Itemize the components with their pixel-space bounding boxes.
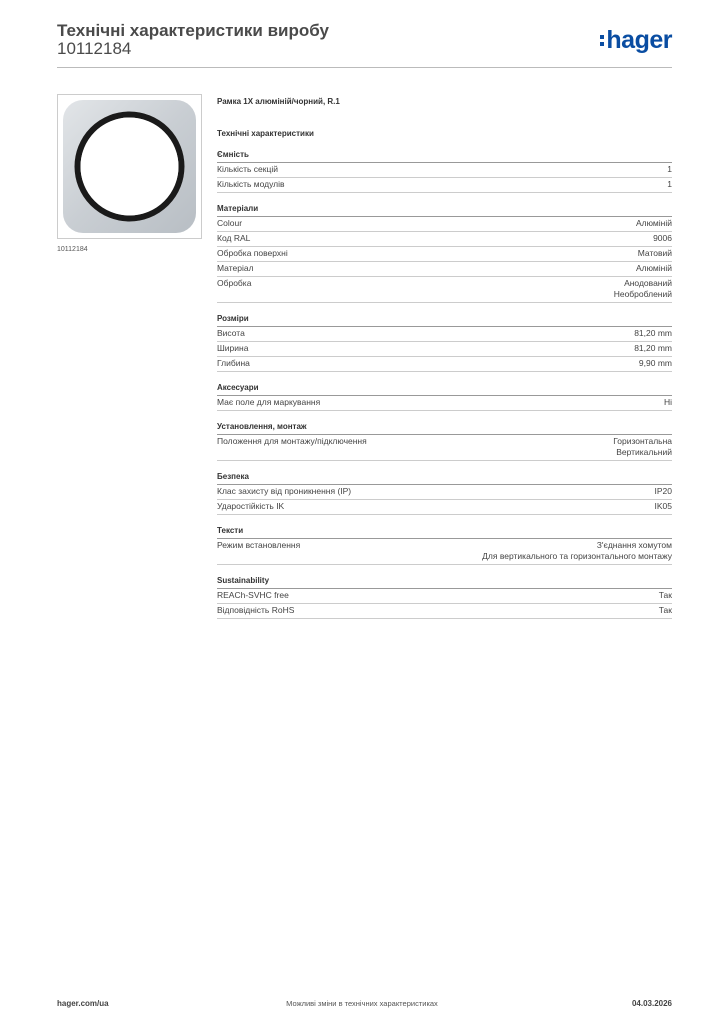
spec-group-title: Ємність xyxy=(217,149,672,163)
spec-value xyxy=(639,358,672,369)
spec-label: Кількість секцій xyxy=(217,164,278,174)
spec-group xyxy=(217,203,672,303)
spec-row xyxy=(217,342,672,357)
spec-value xyxy=(655,501,673,512)
spec-row xyxy=(217,217,672,232)
spec-value-line: Алюміній xyxy=(636,218,672,228)
spec-row xyxy=(217,357,672,372)
spec-value-line: З'єднання хомутом xyxy=(596,540,672,550)
spec-value xyxy=(667,164,672,175)
spec-row xyxy=(217,232,672,247)
footer-date: 04.03.2026 xyxy=(631,999,672,1008)
spec-value xyxy=(614,278,672,300)
spec-label: Ширина xyxy=(217,343,249,353)
spec-label: Режим встановлення xyxy=(217,540,301,550)
spec-value xyxy=(667,179,672,190)
spec-content xyxy=(217,96,672,619)
spec-value-line: Анодований xyxy=(624,278,672,288)
spec-row xyxy=(217,539,672,565)
footer-note: Можливі зміни в технічних характеристиках xyxy=(286,999,438,1008)
spec-value xyxy=(638,248,672,259)
spec-group xyxy=(217,149,672,193)
header-divider xyxy=(57,67,672,68)
spec-row xyxy=(217,604,672,619)
spec-row xyxy=(217,396,672,411)
spec-value xyxy=(613,436,672,458)
spec-value-line: IK05 xyxy=(654,501,672,511)
spec-value xyxy=(636,218,672,229)
spec-group-title: Аксесуари xyxy=(217,382,672,396)
spec-row xyxy=(217,163,672,178)
spec-value-line: 81,20 mm xyxy=(634,343,672,353)
spec-value-line: 9,90 mm xyxy=(638,358,672,368)
spec-label: Матеріал xyxy=(217,263,254,273)
spec-row xyxy=(217,327,672,342)
spec-value xyxy=(659,605,672,616)
spec-label: Ударостійкість IK xyxy=(217,501,285,511)
spec-group-title: Установлення, монтаж xyxy=(217,421,672,435)
spec-group-title: Матеріали xyxy=(217,203,672,217)
spec-label: Обробка xyxy=(217,278,252,288)
spec-label: Код RAL xyxy=(217,233,251,243)
spec-value xyxy=(659,590,672,601)
logo-text: hager xyxy=(606,26,672,54)
spec-row xyxy=(217,435,672,461)
spec-section-title: Технічні характеристики xyxy=(217,129,314,138)
spec-value-line: Необроблений xyxy=(613,289,672,299)
page-title: Технічні характеристики виробу xyxy=(57,21,329,40)
spec-row xyxy=(217,500,672,515)
spec-value xyxy=(634,328,672,339)
spec-value-line: Матовий xyxy=(637,248,672,258)
spec-value xyxy=(636,263,672,274)
spec-label: Colour xyxy=(217,218,243,228)
spec-value-line: 81,20 mm xyxy=(634,328,672,338)
spec-value-line: Для вертикального та горизонтального монтажу xyxy=(482,551,672,561)
spec-value-line: 1 xyxy=(667,179,672,189)
logo-dots-icon xyxy=(600,35,604,46)
brand-logo xyxy=(600,26,672,55)
product-name: Рамка 1X алюміній/чорний, R.1 xyxy=(217,97,340,106)
spec-value-line: Так xyxy=(658,605,672,615)
spec-value-line: IP20 xyxy=(654,486,672,496)
spec-group-title: Розміри xyxy=(217,313,672,327)
spec-value-line: Горизонтальна xyxy=(613,436,672,446)
spec-value xyxy=(634,343,672,354)
spec-value-line: Вертикальний xyxy=(616,447,672,457)
spec-label: REACh-SVHC free xyxy=(217,590,289,600)
spec-row xyxy=(217,247,672,262)
product-image xyxy=(57,94,202,239)
spec-group xyxy=(217,575,672,619)
spec-row xyxy=(217,589,672,604)
spec-value-line: Алюміній xyxy=(636,263,672,273)
spec-row xyxy=(217,277,672,303)
spec-row xyxy=(217,262,672,277)
spec-value xyxy=(653,233,672,244)
spec-label: Висота xyxy=(217,328,245,338)
spec-groups xyxy=(217,149,672,619)
spec-group xyxy=(217,421,672,461)
spec-label: Відповідність RoHS xyxy=(217,605,295,615)
spec-group xyxy=(217,382,672,411)
spec-group xyxy=(217,525,672,565)
spec-value-line: 1 xyxy=(667,164,672,174)
spec-group xyxy=(217,313,672,372)
spec-group-title: Безпека xyxy=(217,471,672,485)
image-caption: 10112184 xyxy=(57,246,88,253)
spec-value-line: Так xyxy=(658,590,672,600)
spec-value-line: 9006 xyxy=(653,233,672,243)
spec-label: Кількість модулів xyxy=(217,179,285,189)
spec-label: Обробка поверхні xyxy=(217,248,288,258)
spec-row xyxy=(217,178,672,193)
footer-website: hager.com/ua xyxy=(57,999,109,1008)
spec-group-title: Sustainability xyxy=(217,575,672,589)
spec-group xyxy=(217,471,672,515)
spec-row xyxy=(217,485,672,500)
spec-group-title: Тексти xyxy=(217,525,672,539)
spec-label: Положення для монтажу/підключення xyxy=(217,436,367,446)
spec-label: Клас захисту від проникнення (IP) xyxy=(217,486,352,496)
spec-value xyxy=(482,540,672,562)
spec-value xyxy=(664,397,672,408)
spec-value-line: Ні xyxy=(663,397,672,407)
product-code: 10112184 xyxy=(57,39,132,58)
spec-value xyxy=(655,486,673,497)
spec-label: Глибина xyxy=(217,358,250,368)
frame-image-icon xyxy=(58,95,201,238)
spec-label: Має поле для маркування xyxy=(217,397,321,407)
